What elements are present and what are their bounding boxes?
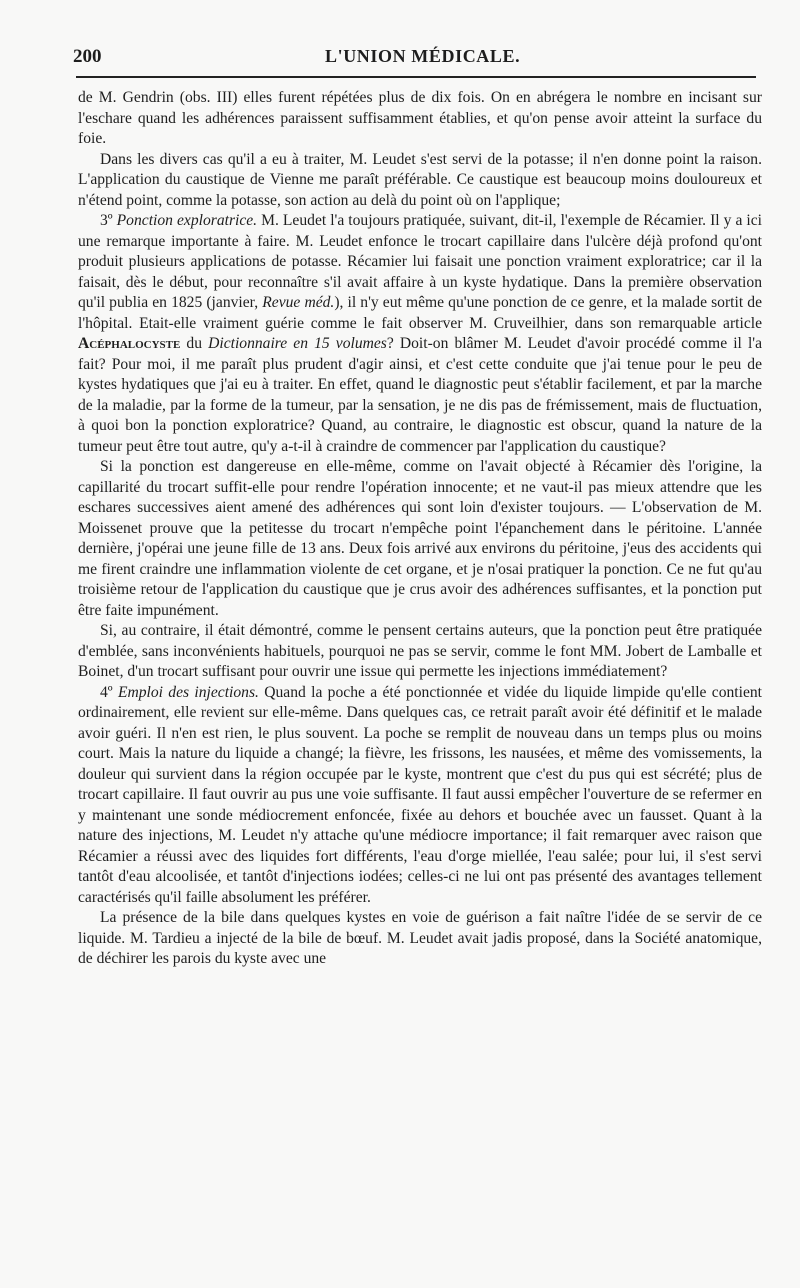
body-text — [78, 88, 762, 970]
section-number: 4º — [100, 683, 118, 701]
article-title: Acéphalocyste — [78, 335, 181, 352]
section-title: Ponction exploratrice. — [116, 212, 258, 229]
text-run: M. Leudet l'a toujours pratiquée, suivant, dit-il, l'exemple de Récamier. Il y a ici une remarque importante à faire. M. Leudet enfonce le trocart capillaire dans l'ulcère déjà profond qu'ont produit plusieurs applications de potasse. Récamier lui faisait une ponction vraiment exploratrice; car il la faisait, dès le début, pour reconnaître s'il avait affaire à un kyste hydatique. Dans la première observation qu'il publia en 1825 (janvier, — [78, 212, 762, 311]
paragraph-7: La présence de la bile dans quelques kystes en voie de guérison a fait naître l'idée de se servir de ce liquide. M. Tardieu a injecté de la bile de bœuf. M. Leudet avait jadis proposé, dans la Société anatomique, de déchirer les parois du kyste avec une — [78, 909, 762, 967]
paragraph-3 — [78, 211, 762, 457]
page-header — [73, 38, 763, 74]
journal-title: Revue méd. — [262, 294, 335, 311]
running-title: L'UNION MÉDICALE. — [325, 46, 521, 66]
section-number: 3º — [100, 212, 117, 229]
page-number: 200 — [73, 46, 102, 67]
paragraph-4: Si la ponction est dangereuse en elle-même, comme on l'avait objecté à Récamier dès l'origine, la capillarité du trocart suffit-elle pour rendre l'opération innocente; et ne vaut-il pas mieux attendre que les eschares successives aient amené des adhérences qui sont loin d'exister toujours. — L'observation de M. Moissenet prouve que la petitesse du trocart n'empêche point l'épanchement dans le péritoine. L'année dernière, j'opérai une jeune fille de 13 ans. Deux fois arrivé aux environs du péritoine, j'eus des accidents qui me firent craindre une inflammation violente de cet organe, et je n'osai pratiquer la ponction. Ce ne fut qu'au troisième retour de l'application du caustique que je crus avoir des adhérences suffisantes, et la ponction put être faite impunément. — [78, 458, 762, 619]
paragraph-5: Si, au contraire, il était démontré, comme le pensent certains auteurs, que la ponction peut être pratiquée d'emblée, sans inconvénients habituels, pourquoi ne pas se servir, comme le font MM. Jobert de Lamballe et Boinet, d'un trocart suffisant pour ouvrir une issue qui permette les injections immédiatement? — [78, 622, 762, 680]
text-run: Quand la poche a été ponctionnée et vidée du liquide limpide qu'elle contient ordinairement, elle revient sur elle-même. Dans quelques cas, ce retrait paraît avoir été définitif et le malade avoir guéri. Il n'en est rien, le plus souvent. La poche se remplit de nouveau dans un temps plus ou moins court. Mais la nature du liquide a changé; la fièvre, les frissons, les nausées, et même des vomissements, la douleur qui survient dans la région occupée par le kyste, montrent que c'est du pus qui est sécrété; plus de trocart capillaire. Il faut ouvrir au pus une voie suffisante. Il faut aussi empêcher l'ouverture de se refermer en y maintenant une sonde médiocrement enfoncée, fixée au dehors et bouchée avec un fausset. Quant à la nature des injections, M. Leudet n'y attache qu'une médiocre importance; il fait remarquer avec raison que Récamier a réussi avec des liquides fort différents, l'eau d'orge miellée, l'eau salée; pour lui, il s'est servi tantôt d'eau alcoolisée, et tantôt d'injections iodées; celles-ci ne lui ont pas présenté des avantages tellement caractérisés qu'il faille absolument les préférer. — [78, 683, 762, 906]
text-run: ), il n'y eut même qu'une ponction de ce genre, et la malade sortit de l'hôpital. Etait-elle vraiment guérie comme le fait observer M. Cruveilhier, dans son remarquable article — [78, 294, 762, 332]
header-rule — [76, 76, 756, 78]
text-run: du — [180, 335, 209, 352]
paragraph-2: Dans les divers cas qu'il a eu à traiter, M. Leudet s'est servi de la potasse; il n'en donne point la raison. L'application du caustique de Vienne me paraît préférable. Ce caustique est beaucoup moins douloureux et n'étend point, comme la potasse, son action au delà du point où on l'applique; — [78, 150, 762, 209]
dictionary-title: Dictionnaire en 15 volumes — [208, 335, 387, 352]
paragraph-6 — [78, 683, 762, 909]
section-title: Emploi des injections. — [117, 683, 259, 701]
paragraph-1: de M. Gendrin (obs. III) elles furent répétées plus de dix fois. On en abrégera le nombre en incisant sur l'eschare quand les adhérences paraissent suffisamment établies, et qu'on pense avoir atteint la surface du foie. — [78, 89, 762, 147]
text-run: ? Doit-on blâmer M. Leudet d'avoir procédé comme il l'a fait? Pour moi, il me paraît plus prudent d'agir ainsi, et c'est cette conduite que j'ai tenue pour le peu de kystes hydatiques que j'ai eu à traiter. En effet, quand le diagnostic peut s'établir facilement, et par la marche de la maladie, par la forme de la tumeur, par la sensation, je ne dis pas de frémissement, mais de fluctuation, à quoi bon la ponction exploratrice? Quand, au contraire, le diagnostic est obscur, quand la nature de la tumeur peut être tout autre, qu'y a-t-il à craindre de commencer par l'application du caustique? — [78, 335, 763, 455]
